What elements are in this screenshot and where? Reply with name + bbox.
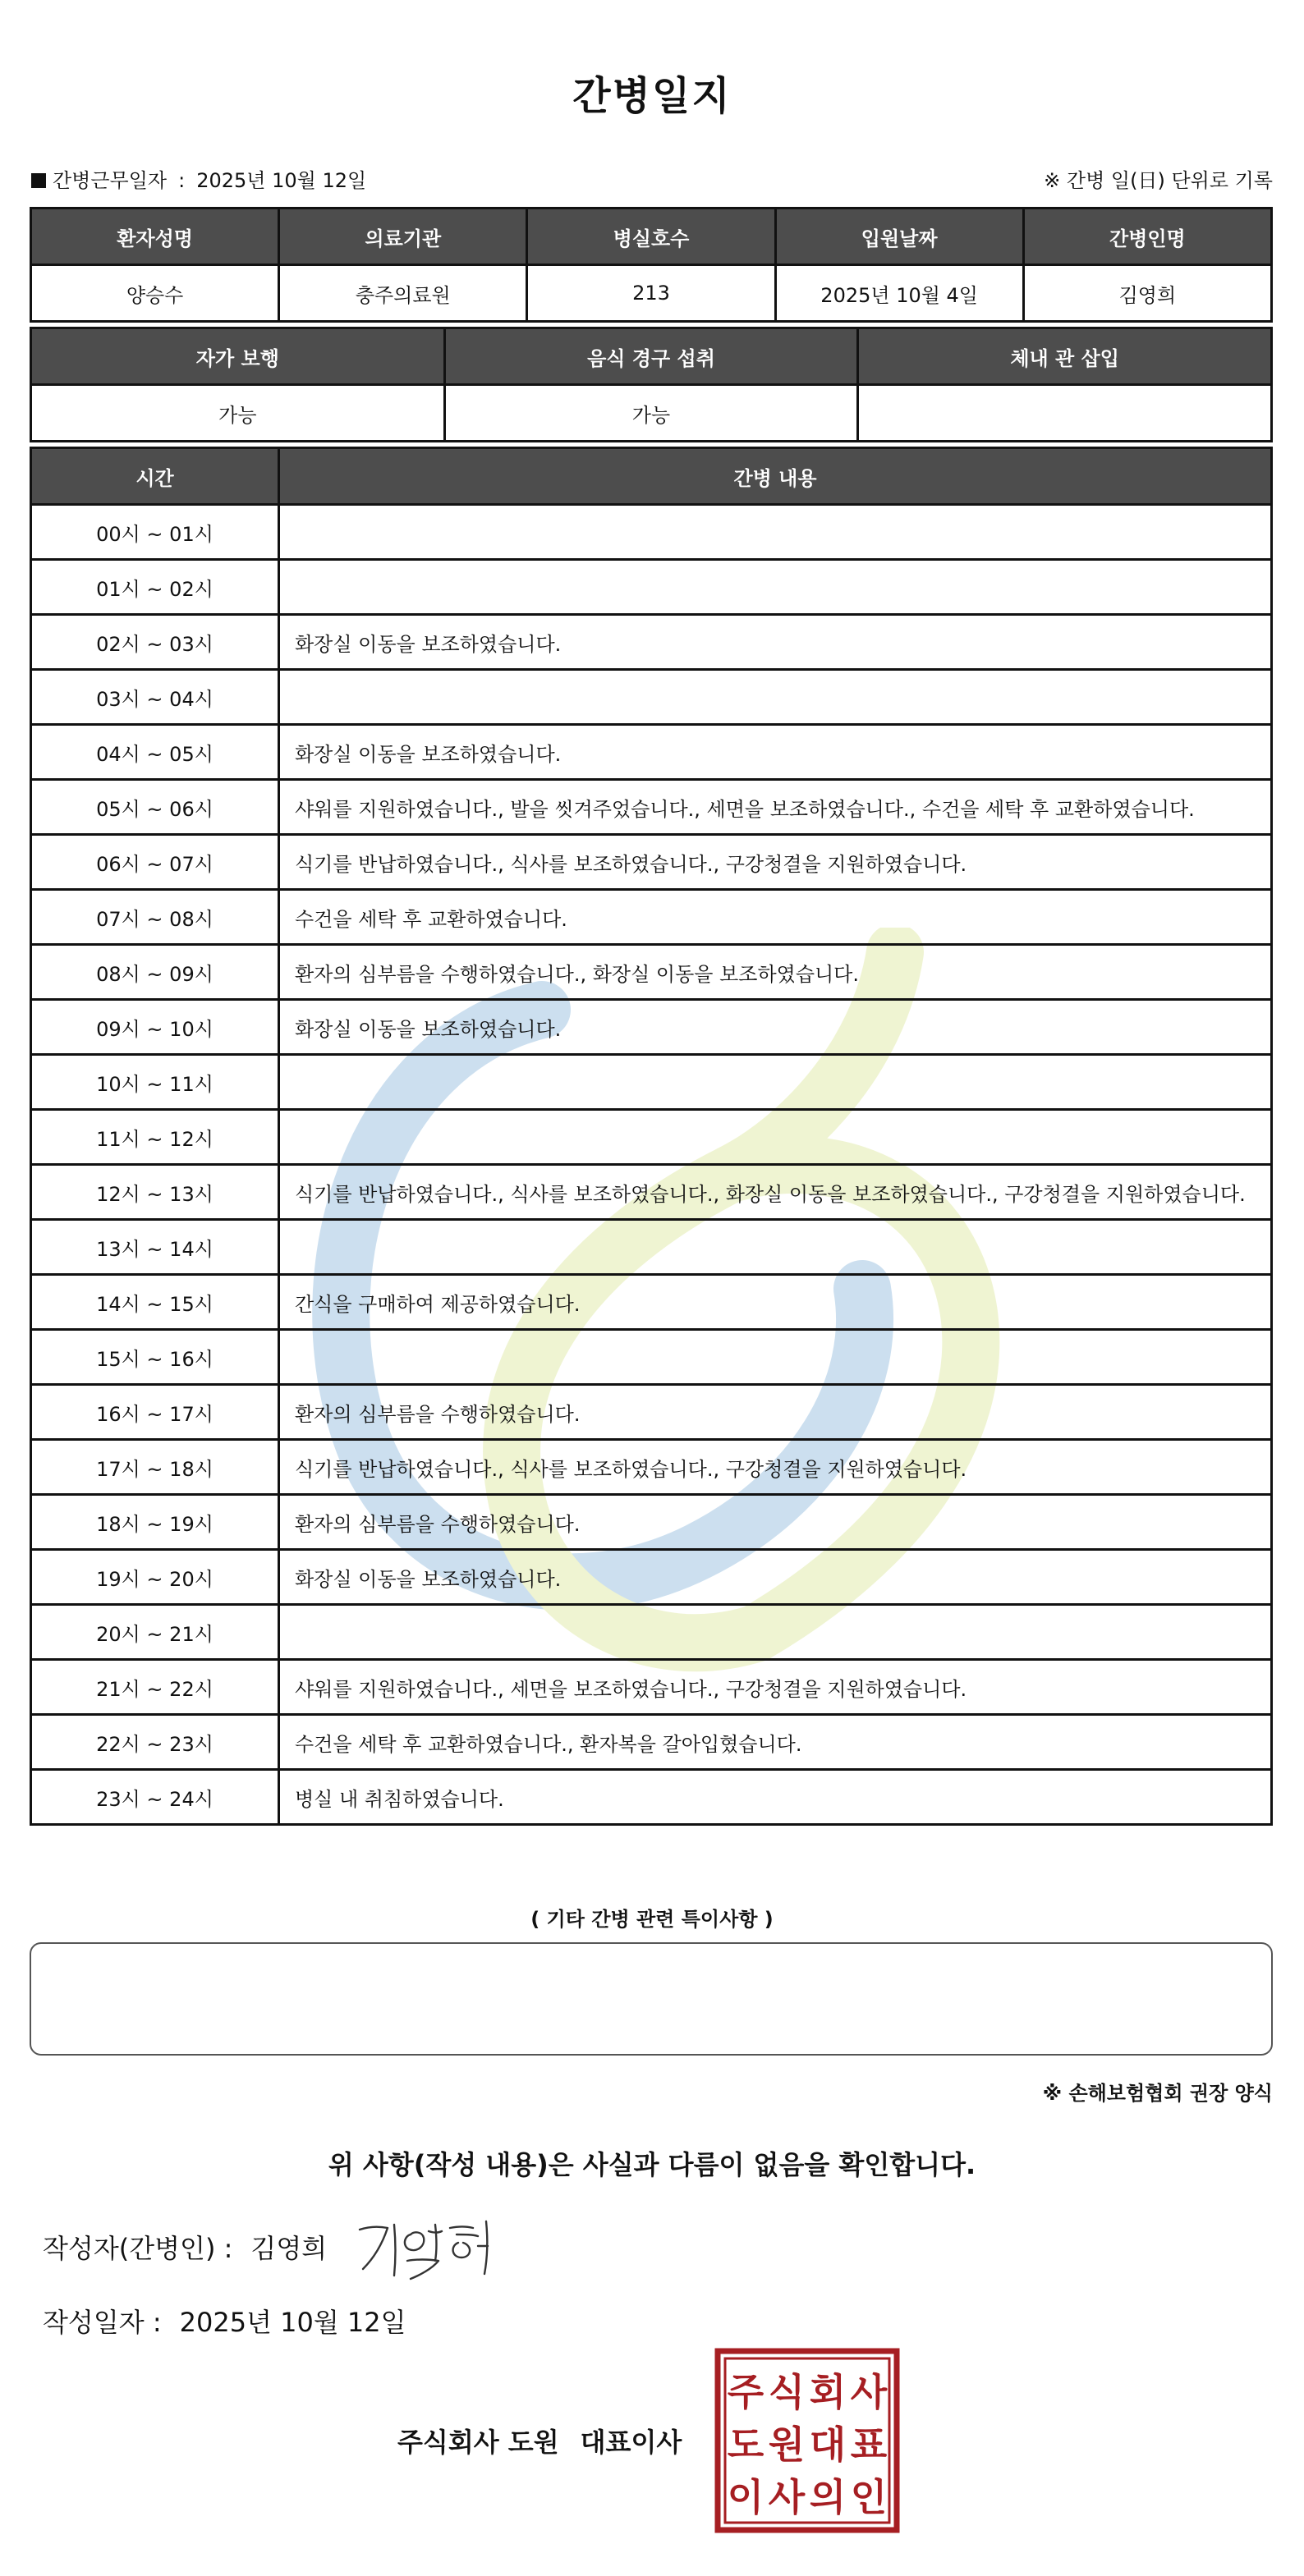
log-time-cell: 21시 ~ 22시	[31, 1660, 279, 1715]
log-time-cell: 16시 ~ 17시	[31, 1385, 279, 1440]
log-time-cell: 23시 ~ 24시	[31, 1770, 279, 1825]
log-time-cell: 06시 ~ 07시	[31, 835, 279, 890]
log-time-cell: 22시 ~ 23시	[31, 1715, 279, 1770]
log-content-cell: 샤워를 지원하였습니다., 발을 씻겨주었습니다., 세면을 보조하였습니다., 수건을 세탁 후 교환하였습니다.	[279, 780, 1272, 835]
bullet-square-icon	[31, 173, 46, 188]
log-row	[31, 1330, 1272, 1385]
stamp-glyph: 의	[809, 2475, 847, 2519]
patient-status-table	[30, 327, 1273, 442]
log-time-cell: 15시 ~ 16시	[31, 1330, 279, 1385]
hourly-log-table	[30, 447, 1273, 1826]
log-row	[31, 1605, 1272, 1660]
log-row	[31, 890, 1272, 945]
log-row	[31, 945, 1272, 1000]
log-time-cell: 05시 ~ 06시	[31, 780, 279, 835]
header-admission-date: 입원날짜	[775, 209, 1023, 265]
writer-name: 김영희	[250, 2233, 328, 2264]
log-time-cell: 01시 ~ 02시	[31, 560, 279, 615]
log-row	[31, 1110, 1272, 1165]
log-time-cell: 11시 ~ 12시	[31, 1110, 279, 1165]
log-row	[31, 780, 1272, 835]
log-time-cell: 10시 ~ 11시	[31, 1055, 279, 1110]
log-time-cell: 03시 ~ 04시	[31, 670, 279, 725]
stamp-glyph: 대	[809, 2422, 847, 2467]
company-name: 주식회사 도원	[397, 2427, 559, 2458]
log-time-cell: 19시 ~ 20시	[31, 1550, 279, 1605]
log-row	[31, 1000, 1272, 1055]
log-row	[31, 670, 1272, 725]
log-content-cell	[279, 1055, 1272, 1110]
header-time: 시간	[31, 448, 279, 505]
header-self-walking: 자가 보행	[31, 328, 445, 385]
log-content-cell: 식기를 반납하였습니다., 식사를 보조하였습니다., 화장실 이동을 보조하였습니다., 구강청결을 지원하였습니다.	[279, 1165, 1272, 1220]
patient-name: 양승수	[31, 265, 279, 322]
log-content-cell: 수건을 세탁 후 교환하였습니다., 환자복을 갈아입혔습니다.	[279, 1715, 1272, 1770]
log-time-cell: 13시 ~ 14시	[31, 1220, 279, 1275]
oral-intake-value: 가능	[444, 385, 858, 442]
log-row	[31, 560, 1272, 615]
log-time-cell: 14시 ~ 15시	[31, 1275, 279, 1330]
log-row	[31, 505, 1272, 560]
log-body	[31, 505, 1272, 1825]
recommended-form-note: ※ 손해보험협회 권장 양식	[1042, 2082, 1273, 2105]
company-seal-stamp	[714, 2348, 900, 2533]
header-oral-intake: 음식 경구 섭취	[444, 328, 858, 385]
log-content-cell: 화장실 이동을 보조하였습니다.	[279, 1000, 1272, 1055]
header-room: 병실호수	[527, 209, 775, 265]
confirmation-statement: 위 사항(작성 내용)은 사실과 다름이 없음을 확인합니다.	[328, 2149, 976, 2180]
log-content-cell: 환자의 심부름을 수행하였습니다., 화장실 이동을 보조하였습니다.	[279, 945, 1272, 1000]
handwritten-signature	[350, 2210, 506, 2284]
admission-date: 2025년 10월 4일	[775, 265, 1023, 322]
stamp-glyph: 이	[727, 2475, 764, 2519]
stamp-glyph: 사	[768, 2475, 806, 2519]
log-content-cell: 수건을 세탁 후 교환하였습니다.	[279, 890, 1272, 945]
log-row	[31, 1385, 1272, 1440]
log-content-cell	[279, 505, 1272, 560]
ceo-title: 대표이사	[580, 2427, 682, 2458]
stamp-glyph: 회	[809, 2370, 847, 2414]
stamp-glyph: 주	[727, 2370, 764, 2414]
work-date-label: 간병근무일자	[53, 169, 168, 192]
company-line	[397, 2422, 682, 2459]
log-content-cell: 환자의 심부름을 수행하였습니다.	[279, 1385, 1272, 1440]
self-walking-value: 가능	[31, 385, 445, 442]
header-hospital: 의료기관	[279, 209, 527, 265]
log-row	[31, 1220, 1272, 1275]
log-time-cell: 04시 ~ 05시	[31, 725, 279, 780]
written-date-value: 2025년 10월 12일	[179, 2307, 406, 2338]
status-header-row	[31, 328, 1272, 385]
log-content-cell	[279, 1110, 1272, 1165]
log-time-cell: 07시 ~ 08시	[31, 890, 279, 945]
log-header-row	[31, 448, 1272, 505]
log-time-cell: 09시 ~ 10시	[31, 1000, 279, 1055]
stamp-glyph: 원	[768, 2422, 806, 2467]
log-row	[31, 1275, 1272, 1330]
log-row	[31, 1440, 1272, 1495]
special-notes-label: ( 기타 간병 관련 특이사항 )	[530, 1908, 774, 1931]
stamp-glyph: 인	[850, 2475, 888, 2519]
log-time-cell: 17시 ~ 18시	[31, 1440, 279, 1495]
log-row	[31, 1495, 1272, 1550]
header-tube-insertion: 체내 관 삽입	[858, 328, 1272, 385]
log-row	[31, 1550, 1272, 1605]
log-row	[31, 615, 1272, 670]
tube-insertion-value	[858, 385, 1272, 442]
status-value-row	[31, 385, 1272, 442]
log-row	[31, 835, 1272, 890]
log-time-cell: 00시 ~ 01시	[31, 505, 279, 560]
caregiver-name: 김영희	[1023, 265, 1271, 322]
log-row	[31, 725, 1272, 780]
patient-header-row	[31, 209, 1272, 265]
log-content-cell: 식기를 반납하였습니다., 식사를 보조하였습니다., 구강청결을 지원하였습니다.	[279, 1440, 1272, 1495]
special-notes-box	[30, 1942, 1273, 2056]
work-date-separator: :	[178, 169, 186, 192]
work-date-line	[31, 164, 366, 193]
log-content-cell: 간식을 구매하여 제공하였습니다.	[279, 1275, 1272, 1330]
written-date-line	[43, 2302, 406, 2340]
header-care-content: 간병 내용	[279, 448, 1272, 505]
writer-line	[43, 2228, 327, 2266]
log-content-cell	[279, 1220, 1272, 1275]
log-content-cell: 화장실 이동을 보조하였습니다.	[279, 725, 1272, 780]
work-date-value: 2025년 10월 12일	[196, 169, 367, 192]
log-content-cell	[279, 1330, 1272, 1385]
patient-value-row	[31, 265, 1272, 322]
patient-info-table	[30, 207, 1273, 323]
stamp-glyph: 사	[850, 2370, 888, 2414]
log-row	[31, 1715, 1272, 1770]
record-unit-note: ※ 간병 일(日) 단위로 기록	[1044, 169, 1273, 192]
writer-label: 작성자(간병인) :	[43, 2233, 233, 2264]
stamp-glyph: 표	[850, 2422, 888, 2467]
log-row	[31, 1660, 1272, 1715]
log-time-cell: 02시 ~ 03시	[31, 615, 279, 670]
log-content-cell: 환자의 심부름을 수행하였습니다.	[279, 1495, 1272, 1550]
log-time-cell: 08시 ~ 09시	[31, 945, 279, 1000]
log-content-cell: 식기를 반납하였습니다., 식사를 보조하였습니다., 구강청결을 지원하였습니다.	[279, 835, 1272, 890]
log-content-cell: 샤워를 지원하였습니다., 세면을 보조하였습니다., 구강청결을 지원하였습니다.	[279, 1660, 1272, 1715]
log-row	[31, 1055, 1272, 1110]
log-time-cell: 18시 ~ 19시	[31, 1495, 279, 1550]
log-content-cell	[279, 670, 1272, 725]
log-content-cell	[279, 1605, 1272, 1660]
stamp-glyph: 식	[768, 2370, 806, 2414]
log-content-cell	[279, 560, 1272, 615]
log-time-cell: 12시 ~ 13시	[31, 1165, 279, 1220]
written-date-label: 작성일자 :	[43, 2307, 162, 2338]
header-patient-name: 환자성명	[31, 209, 279, 265]
log-content-cell: 화장실 이동을 보조하였습니다.	[279, 615, 1272, 670]
document-title: 간병일지	[572, 73, 732, 119]
log-row	[31, 1770, 1272, 1825]
room-number: 213	[527, 265, 775, 322]
log-content-cell: 병실 내 취침하였습니다.	[279, 1770, 1272, 1825]
log-row	[31, 1165, 1272, 1220]
log-content-cell: 화장실 이동을 보조하였습니다.	[279, 1550, 1272, 1605]
header-caregiver: 간병인명	[1023, 209, 1271, 265]
hospital-name: 충주의료원	[279, 265, 527, 322]
log-time-cell: 20시 ~ 21시	[31, 1605, 279, 1660]
stamp-glyph: 도	[727, 2422, 764, 2467]
